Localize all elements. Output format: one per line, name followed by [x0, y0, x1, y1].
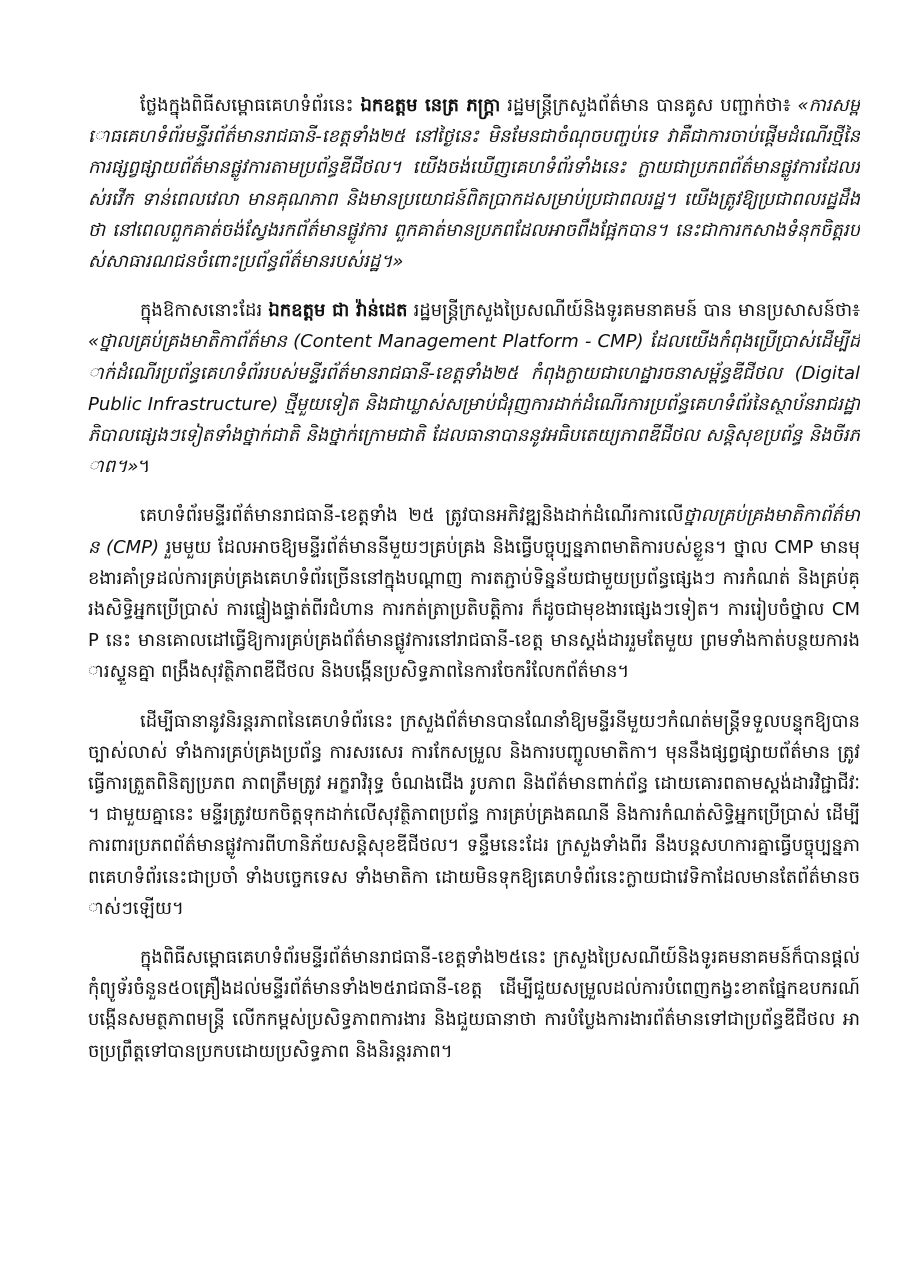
speaker-name: ឯកឧត្តម នេត្រ ភក្ត្រា — [360, 95, 501, 116]
quotation: «ការសម្ពោធគេហទំព័រមន្ទីរព័ត៌មានរាជធានី-ខេត្តទាំង២៥ នៅថ្ងៃនេះ មិនមែនជាចំណុចបញ្ចប់ទេ វាគឺជាការចាប់ផ្តើមដំណើរថ្មីនៃការផ្សព្វផ្សាយព័ត៌មានផ្លូវការតាមប្រព័ន្ធឌីជីថល។ យើងចង់ឃើញគេហទំព័រទាំងនេះ ក្លាយជាប្រភពព័ត៌មានផ្លូវការដែលរស់រវើក ទាន់ពេលវេលា មានគុណភាព និងមានប្រយោជន៍ពិតប្រាកដសម្រាប់ប្រជាពលរដ្ឋ។ យើងត្រូវឱ្យប្រជាពលរដ្ឋដឹងថា នៅពេលពួកគាត់ចង់ស្វែងរកព័ត៌មានផ្លូវការ ពួកគាត់មានប្រភពដែលអាចពឹងផ្អែកបាន។ នេះជាការកសាងទំនុកចិត្តរបស់សាធារណជនចំពោះប្រព័ន្ធព័ត៌មានរបស់រដ្ឋ។» — [88, 95, 860, 273]
speaker-name: ឯកឧត្តម ជា វ៉ាន់ដេត — [268, 300, 408, 322]
paragraph-sustainability — [88, 706, 860, 924]
document-page — [88, 90, 860, 1200]
paragraph-computer-donation — [88, 942, 860, 1067]
paragraph-text: គេហទំព័រមន្ទីរព័ត៌មានរាជធានី-ខេត្តទាំង ២៥ ត្រូវបានអភិវឌ្ឍនិងដាក់ដំណើរការលើ — [140, 505, 684, 527]
paragraph-text: ក្នុងឱកាសនោះដែរ — [140, 300, 269, 322]
quotation: «ថ្នាលគ្រប់គ្រងមាតិកាព័ត៌មាន (Content Management Platform - CMP) ដែលយើងកំពុងប្រើប្រាស់ដើម្បីដាក់ដំណើរប្រព័ន្ធគេហទំព័ររបស់មន្ទីរព័ត៌មានរាជធានី-ខេត្តទាំង២៥ កំពុងក្លាយជាហេដ្ឋារចនាសម្ព័ន្ធឌីជីថល (Digital Public Infrastructure) ថ្មីមួយទៀត និងជាឃ្លាស់សម្រាប់ជំរុញការដាក់ដំណើរការប្រព័ន្ធគេហទំព័រនៃស្ថាប័នរាជរដ្ឋាភិបាលផ្សេងៗទៀតទាំងថ្នាក់ជាតិ និងថ្នាក់ក្រោមជាតិ ដែលធានាបាននូវអធិបតេយ្យភាពឌីជីថល សន្តិសុខប្រព័ន្ធ និងចីរភាព។» — [88, 331, 860, 478]
platform-name: ថ្នាលគ្រប់គ្រងមាតិកាព័ត៌មាន (CMP) — [88, 505, 860, 558]
paragraph-text: រួមមួយ ដែលអាចឱ្យមន្ទីរព័ត៌មាននីមួយៗគ្រប់គ្រង និងធ្វើបច្ចុប្បន្នភាពមាតិការបស់ខ្លួន។ ថ្នាល CMP មានមុខងារគាំទ្រដល់ការគ្រប់គ្រងគេហទំព័រច្រើននៅក្នុងបណ្តាញ ការតភ្ជាប់ទិន្នន័យជាមួយប្រព័ន្ធផ្សេងៗ ការកំណត់ និងគ្រប់គ្រងសិទ្ធិអ្នកប្រើប្រាស់ ការផ្ទៀងផ្ទាត់ពីរជំហាន ការកត់ត្រាប្រតិបត្តិការ ក៏ដូចជាមុខងារផ្សេងៗទៀត។ ការរៀបចំថ្នាល CMP នេះ មានគោលដៅធ្វើឱ្យការគ្រប់គ្រងព័ត៌មានផ្លូវការនៅរាជធានី-ខេត្ត មានស្តង់ដាររួមតែមួយ ព្រមទាំងកាត់បន្ថយការងារស្ទួនគ្នា ពង្រឹងសុវត្ថិភាពឌីជីថល និងបង្កើនប្រសិទ្ធភាពនៃការចែករំលែកព័ត៌មាន។ — [88, 536, 860, 683]
paragraph-minister-remarks — [88, 295, 860, 482]
paragraph-text: ថ្លែងក្នុងពិធីសម្ពោធគេហទំព័រនេះ — [140, 95, 361, 116]
paragraph-text: ក្នុងពិធីសម្ពោធគេហទំព័រមន្ទីរព័ត៌មានរាជធានី-ខេត្តទាំង២៥នេះ ក្រសួងប្រៃសណីយ៍និងទូរគមនាគមន៍ក៏បានផ្តល់កុំព្យូទ័រចំនួន៥០គ្រឿងដល់មន្ទីរព័ត៌មានទាំង២៥រាជធានី-ខេត្ត ដើម្បីជួយសម្រួលដល់ការបំពេញកង្វះខាតផ្នែកឧបករណ៍ បង្កើនសមត្ថភាពមន្ត្រី លើកកម្ពស់ប្រសិទ្ធភាពការងារ និងជួយធានាថា ការបំប្លែងការងារព័ត៌មានទៅជាប្រព័ន្ធឌីជីថល អាចប្រព្រឹត្តទៅបានប្រកបដោយប្រសិទ្ធភាព និងនិរន្តរភាព។ — [88, 947, 860, 1062]
paragraph-text: ។ — [138, 456, 151, 478]
paragraph-ceremony-speech — [88, 90, 860, 277]
paragraph-text: ដើម្បីធានានូវនិរន្តរភាពនៃគេហទំព័រនេះ ក្រសួងព័ត៌មានបានណែនាំឱ្យមន្ទីរនីមួយៗកំណត់មន្ត្រីទទួលបន្ទុកឱ្យបានច្បាស់លាស់ ទាំងការគ្រប់គ្រងប្រព័ន្ធ ការសរសេរ ការកែសម្រួល និងការបញ្ចូលមាតិកា។ មុននឹងផ្សព្វផ្សាយព័ត៌មាន ត្រូវធ្វើការត្រួតពិនិត្យប្រភព ភាពត្រឹមត្រូវ អក្ខរាវិរុទ្ធ ចំណងជើង រូបភាព និងព័ត៌មានពាក់ព័ន្ធ ដោយគោរពតាមស្តង់ដារវិជ្ជាជីវៈ។ ជាមួយគ្នានេះ មន្ទីរត្រូវយកចិត្តទុកដាក់លើសុវត្ថិភាពប្រព័ន្ធ ការគ្រប់គ្រងគណនី និងការកំណត់សិទ្ធិអ្នកប្រើប្រាស់ ដើម្បីការពារប្រភពព័ត៌មានផ្លូវការពីហានិភ័យសន្តិសុខឌីជីថល។ ទន្ទឹមនេះដែរ ក្រសួងទាំងពីរ នឹងបន្តសហការគ្នាធ្វើបច្ចុប្បន្នភាពគេហទំព័រនេះជាប្រចាំ ទាំងបច្ចេកទេស ទាំងមាតិកា ដោយមិនទុកឱ្យគេហទំព័រនេះក្លាយជាវេទិកាដែលមានតែព័ត៌មានចាស់ៗឡើយ។ — [88, 710, 860, 919]
paragraph-text: រដ្ឋមន្ត្រីក្រសួងព័ត៌មាន បានគូស បញ្ជាក់ថា៖ — [500, 95, 798, 116]
paragraph-cmp-platform — [88, 500, 860, 687]
paragraph-text: រដ្ឋមន្ត្រីក្រសួងប្រៃសណីយ៍និងទូរគមនាគមន៍ បាន មានប្រសាសន៍ថា៖ — [407, 300, 860, 322]
